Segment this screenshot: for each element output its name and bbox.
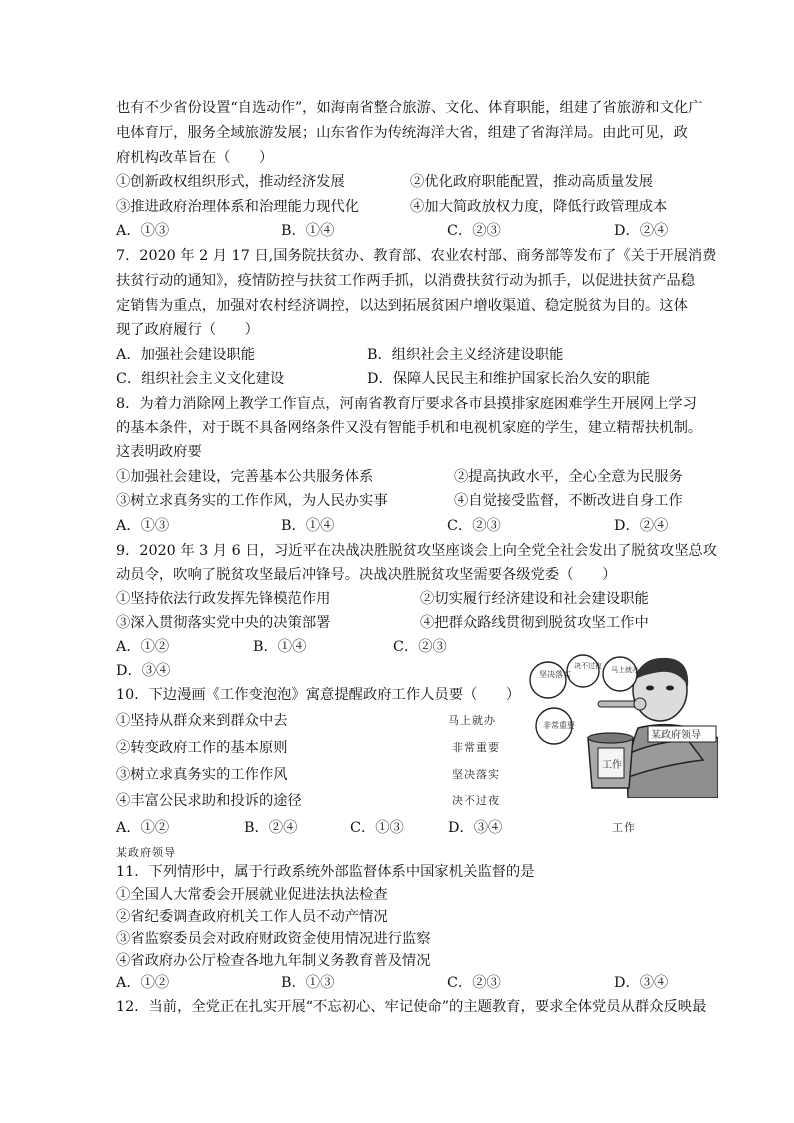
q8-stem-line: 这表明政府要: [116, 444, 202, 460]
q11-stem: 11．下列情形中，属于行政系统外部监督体系中国家机关监督的是: [116, 864, 535, 880]
q11-answer-c[interactable]: C．②③: [447, 975, 501, 991]
q7-answer-a[interactable]: A．加强社会建设职能: [116, 347, 255, 363]
q7-stem-line: 现了政府履行（ ）: [116, 322, 259, 338]
q9-option: ③深入贯彻落实党中央的决策部署: [116, 615, 331, 631]
cartoon-mug-label: 工作: [602, 760, 622, 771]
q12-stem: 12．当前，全党正在扎实开展“不忘初心、牢记使命”的主题教育，要求全体党员从群众反映最: [116, 999, 707, 1015]
cartoon-arm-label: 某政府领导: [651, 730, 701, 741]
cartoon-bubble-text: 马上就办: [611, 666, 639, 674]
q9-answer-b[interactable]: B．①④: [253, 639, 307, 655]
q7-answer-b[interactable]: B．组织社会主义经济建设职能: [367, 347, 564, 363]
q11-option: ③省监察委员会对政府财政资金使用情况进行监察: [116, 931, 431, 947]
cartoon-illustration: [528, 648, 718, 798]
q11-option: ④省政府办公厅检查各地九年制义务教育普及情况: [116, 953, 431, 969]
q9-option: ④把群众路线贯彻到脱贫攻坚工作中: [420, 615, 649, 631]
cartoon-word-text: 马上就办: [448, 714, 496, 727]
q11-option: ①全国人大常委会开展就业促进法执法检查: [116, 887, 388, 903]
q8-option: ③树立求真务实的工作作风，为人民办实事: [116, 493, 388, 509]
q8-option: ①加强社会建设，完善基本公共服务体系: [116, 469, 374, 485]
q10-stem: 10．下边漫画《工作变泡泡》寓意提醒政府工作人员要（ ）: [116, 687, 521, 703]
q9-option: ①坚持依法行政发挥先锋模范作用: [116, 591, 331, 607]
q8-option: ④自觉接受监督，不断改进自身工作: [454, 493, 683, 509]
cartoon-word-text: 决不过夜: [452, 794, 500, 807]
q6-answer-c[interactable]: C．②③: [447, 223, 501, 239]
q8-answer-b[interactable]: B．①④: [281, 518, 335, 534]
q7-stem-line: 7．2020 年 2 月 17 日,国务院扶贫办、教育部、农业农村部、商务部等发布了《关于开展消费: [116, 248, 717, 264]
q9-option: ②切实履行经济建设和社会建设职能: [420, 591, 649, 607]
q8-answer-a[interactable]: A．①③: [116, 518, 170, 534]
q8-option: ②提高执政水平，全心全意为民服务: [454, 469, 683, 485]
cartoon-word-text: 非常重要: [452, 741, 500, 754]
q7-stem-line: 扶贫行动的通知》，疫情防控与扶贫工作两手抓，以消费扶贫行动为抓手，以促进扶贫产品稳: [116, 273, 696, 289]
q6-stem-line: 府机构改革旨在（ ）: [116, 150, 274, 166]
cartoon-word-text: 坚决落实: [452, 768, 500, 781]
q11-answer-a[interactable]: A．①②: [116, 975, 170, 991]
q6-answer-d[interactable]: D．②④: [614, 223, 669, 239]
q10-option: ②转变政府工作的基本原则: [116, 740, 288, 756]
q10-answer-d[interactable]: D．③④: [448, 820, 503, 836]
q9-answer-d[interactable]: D．③④: [116, 663, 171, 679]
q9-stem-line: 动员令，吹响了脱贫攻坚最后冲锋号。决战决胜脱贫攻坚需要各级党委（ ）: [116, 567, 617, 583]
q10-answer-b[interactable]: B．②④: [244, 820, 298, 836]
q10-answer-a[interactable]: A．①②: [116, 820, 170, 836]
q8-answer-d[interactable]: D．②④: [614, 518, 669, 534]
cartoon-bubble-text: 决不过夜: [574, 662, 602, 670]
q8-stem-line: 8．为着力消除网上教学工作盲点，河南省教育厅要求各市县摸排家庭困难学生开展网上学习: [116, 396, 697, 412]
q11-answer-d[interactable]: D．③④: [614, 975, 669, 991]
cartoon-caption-leader: 某政府领导: [116, 846, 176, 859]
q10-option: ④丰富公民求助和投诉的途径: [116, 793, 302, 809]
q11-option: ②省纪委调查政府机关工作人员不动产情况: [116, 909, 388, 925]
cartoon-bubble-text: 坚决落实: [539, 670, 571, 679]
cartoon-bubble-text: 非常重要: [543, 721, 575, 730]
q10-option: ③树立求真务实的工作作风: [116, 767, 288, 783]
q7-stem-line: 定销售为重点，加强对农村经济调控，以达到拓展贫困户增收渠道、稳定脱贫为目的。这体: [116, 298, 688, 314]
q9-answer-a[interactable]: A．①②: [116, 639, 170, 655]
q6-stem-line: 也有不少省份设置“自选动作”，如海南省整合旅游、文化、体育职能，组建了省旅游和文化广: [116, 100, 703, 116]
q6-answer-a[interactable]: A．①③: [116, 223, 170, 239]
q10-option: ①坚持从群众来到群众中去: [116, 713, 288, 729]
q8-answer-c[interactable]: C．②③: [447, 518, 501, 534]
q6-stem-line: 电体育厅，服务全域旅游发展；山东省作为传统海洋大省，组建了省海洋局。由此可见，政: [116, 125, 688, 141]
q9-stem-line: 9．2020 年 3 月 6 日，习近平在决战决胜脱贫攻坚座谈会上向全党全社会发出了脱贫攻坚总攻: [116, 543, 718, 559]
q8-stem-line: 的基本条件，对于既不具备网络条件又没有智能手机和电视机家庭的学生，建立精帮扶机制。: [116, 420, 703, 436]
q6-option: ②优化政府职能配置，推动高质量发展: [410, 174, 654, 190]
q7-answer-c[interactable]: C．组织社会主义文化建设: [116, 371, 285, 387]
q11-answer-b[interactable]: B．①③: [281, 975, 335, 991]
q6-option: ④加大简政放权力度，降低行政管理成本: [410, 199, 668, 215]
q10-answer-c[interactable]: C．①③: [350, 820, 404, 836]
q6-answer-b[interactable]: B．①④: [281, 223, 335, 239]
q7-answer-d[interactable]: D．保障人民民主和维护国家长治久安的职能: [367, 371, 651, 387]
cartoon-caption-work: 工作: [612, 821, 636, 834]
q6-option: ③推进政府治理体系和治理能力现代化: [116, 199, 360, 215]
q6-option: ①创新政权组织形式，推动经济发展: [116, 174, 345, 190]
q9-answer-c[interactable]: C．②③: [393, 639, 447, 655]
